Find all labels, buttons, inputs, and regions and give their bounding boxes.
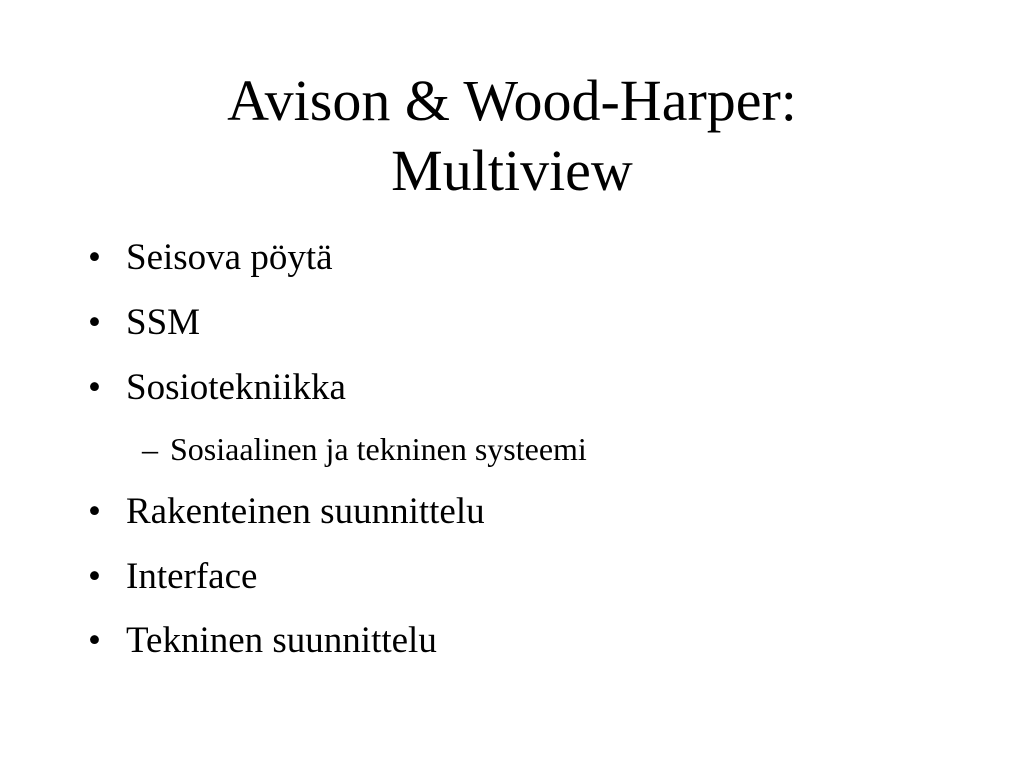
sub-bullet-marker: – bbox=[142, 431, 158, 467]
bullet-marker: • bbox=[88, 367, 101, 408]
bullet-text: Interface bbox=[126, 556, 258, 597]
bullet-item bbox=[88, 490, 485, 534]
bullet-item bbox=[88, 301, 200, 345]
sub-bullet-item bbox=[142, 430, 587, 468]
bullet-text: SSM bbox=[126, 302, 201, 343]
bullet-marker: • bbox=[88, 556, 101, 597]
bullet-text: Tekninen suunnittelu bbox=[126, 620, 437, 661]
bullet-text: Seisova pöytä bbox=[126, 237, 333, 278]
bullet-marker: • bbox=[88, 620, 101, 661]
bullet-item bbox=[88, 619, 437, 663]
bullet-item bbox=[88, 555, 257, 599]
bullet-text: Rakenteinen suunnittelu bbox=[126, 491, 485, 532]
bullet-text: Sosiotekniikka bbox=[126, 367, 346, 408]
bullet-item bbox=[88, 236, 333, 280]
title-line-2: Multiview bbox=[391, 138, 633, 203]
sub-bullet-text: Sosiaalinen ja tekninen systeemi bbox=[170, 431, 587, 467]
bullet-marker: • bbox=[88, 491, 101, 532]
bullet-marker: • bbox=[88, 302, 101, 343]
bullet-item bbox=[88, 366, 346, 410]
title-line-1: Avison & Wood-Harper: bbox=[227, 68, 797, 133]
bullet-marker: • bbox=[88, 237, 101, 278]
